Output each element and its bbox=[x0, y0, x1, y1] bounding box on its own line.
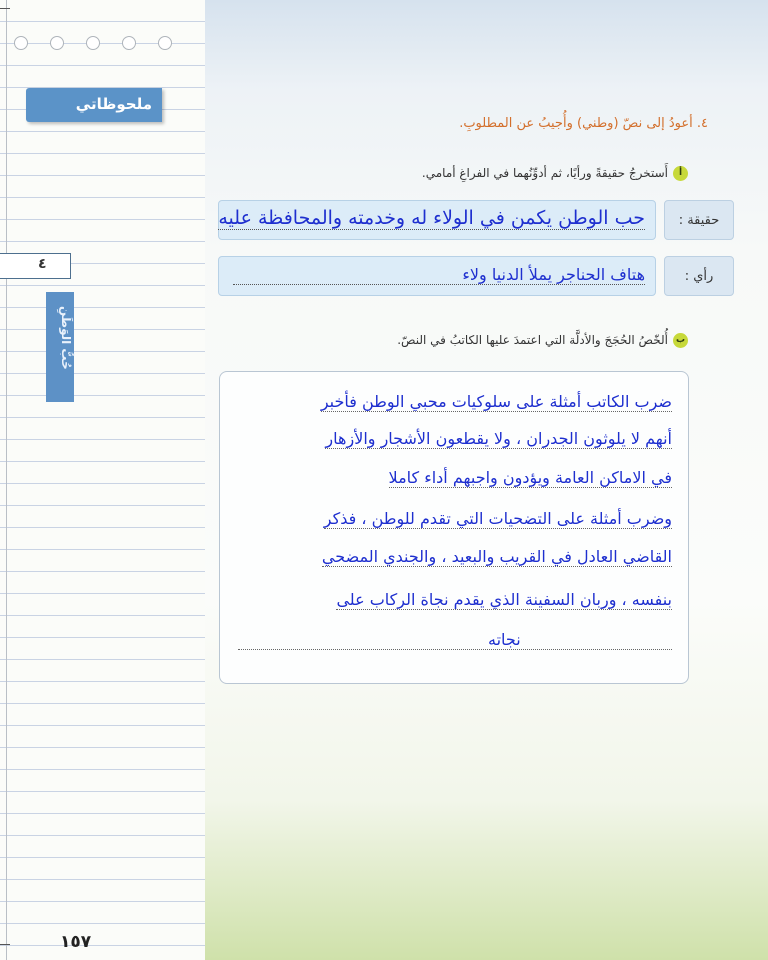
page-number: ١٥٧ bbox=[60, 932, 92, 952]
answer-line: أنهم لا يلوثون الجدران ، ولا يقطعون الأشجار والأزهار bbox=[325, 429, 672, 448]
chapter-number-box bbox=[0, 253, 71, 279]
binder-ring bbox=[86, 36, 100, 50]
margin-tick bbox=[0, 944, 10, 945]
summary-answer-box[interactable] bbox=[219, 371, 689, 684]
fact-answer-field[interactable] bbox=[218, 200, 656, 240]
opinion-answer-line bbox=[233, 265, 645, 285]
notebook-edge bbox=[0, 0, 7, 960]
opinion-answer-field[interactable] bbox=[218, 256, 656, 296]
question-title: ٤. أعودُ إلى نصّ (وطني) وأُجيبُ عن المطلوبِ. bbox=[459, 116, 708, 131]
answer-line: نجاته bbox=[238, 630, 672, 650]
binder-ring bbox=[14, 36, 28, 50]
fact-label: حقيقة : bbox=[678, 212, 720, 228]
binder-ring bbox=[122, 36, 136, 50]
opinion-label: رأي : bbox=[684, 268, 714, 284]
binder-ring bbox=[158, 36, 172, 50]
notes-tab-label: ملحوظاتي bbox=[75, 95, 152, 113]
chapter-number: ٤ bbox=[38, 256, 47, 272]
part-b-instruction-row bbox=[397, 333, 688, 348]
chapter-ribbon bbox=[46, 292, 74, 402]
part-b-badge: ب bbox=[673, 333, 688, 348]
notes-tab bbox=[26, 88, 162, 122]
part-b-instruction: أُلخّصُ الحُجَجَ والأدلَّة التي اعتمدَ عليها الكاتبُ في النصّ. bbox=[397, 333, 668, 347]
answer-line: ضرب الكاتب أمثلة على سلوكيات محبي الوطن فأخبر bbox=[320, 392, 672, 411]
answer-line: القاضي العادل في القريب والبعيد ، والجندي المضحي bbox=[321, 547, 672, 566]
fact-answer: حب الوطن يكمن في الولاء له وخدمته والمحافظة عليه bbox=[218, 207, 645, 229]
answer-line: في الاماكن العامة ويؤدون واجبهم أداء كاملا bbox=[388, 468, 672, 487]
notes-sidebar bbox=[0, 0, 206, 960]
answer-line: بنفسه ، وربان السفينة الذي يقدم نجاة الركاب على bbox=[336, 590, 672, 609]
part-a-instruction: أَستخرجُ حقيقةً ورأيًا، ثم أدوِّنُهما في الفراغِ أمامي. bbox=[421, 166, 668, 180]
part-a-instruction-row bbox=[422, 166, 688, 181]
opinion-answer: هتاف الحناجر يملأ الدنيا ولاء bbox=[233, 265, 645, 285]
opinion-label-box bbox=[664, 256, 734, 296]
binder-ring bbox=[50, 36, 64, 50]
part-a-badge: أ bbox=[673, 166, 688, 181]
margin-tick bbox=[0, 8, 10, 9]
chapter-title: حُبُّ الوَطَنِ bbox=[59, 306, 73, 370]
answer-line: وضرب أمثلة على التضحيات التي تقدم للوطن ، فذكر bbox=[323, 509, 672, 528]
fact-label-box bbox=[664, 200, 734, 240]
